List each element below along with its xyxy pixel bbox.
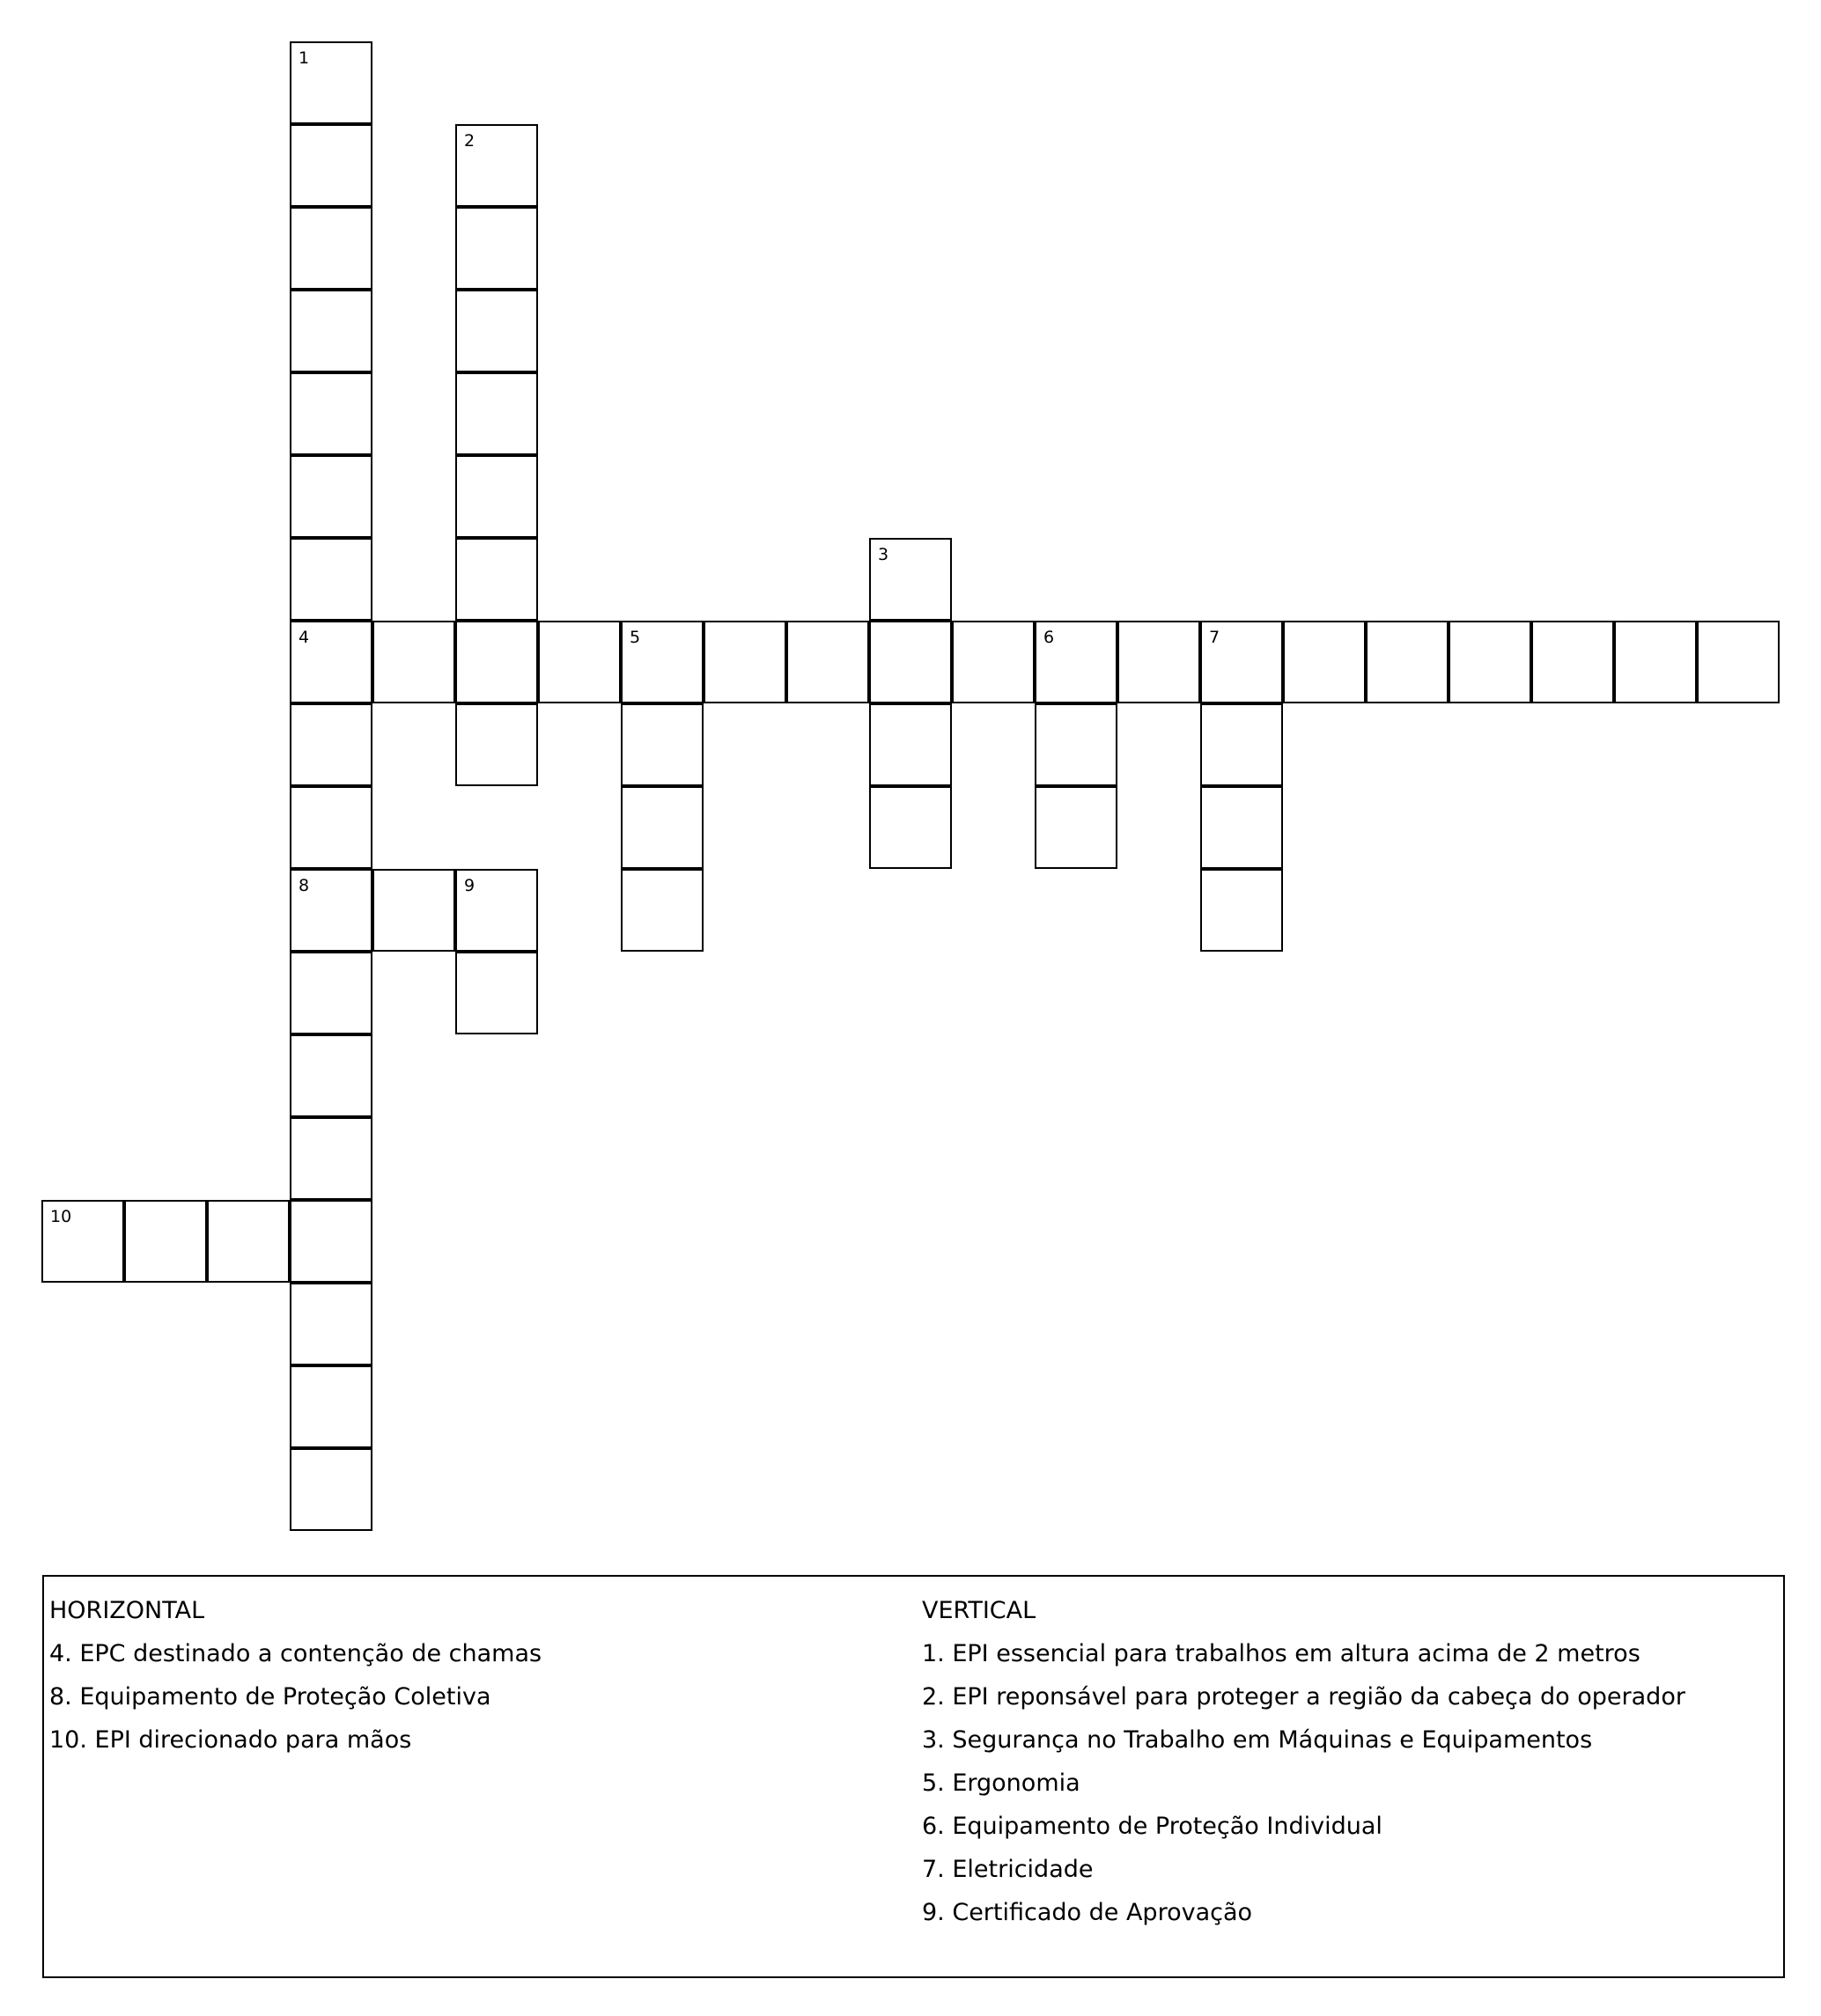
crossword-cell[interactable] [290,124,372,207]
vertical-clue: 2. EPI reponsável para proteger a região da cabeça do operador [922,1683,1685,1711]
crossword-cell[interactable] [1531,621,1614,703]
crossword-cell[interactable] [1200,786,1283,869]
clue-number: 4 [299,628,310,647]
horizontal-clue: 4. EPC destinado a contenção de chamas [49,1640,542,1667]
crossword-cell[interactable] [1614,621,1697,703]
crossword-cell[interactable] [1366,621,1449,703]
crossword-cell[interactable] [290,1283,372,1365]
crossword-cell[interactable] [455,952,538,1034]
crossword-cell[interactable] [621,786,704,869]
crossword-cell[interactable] [455,621,538,703]
crossword-cell[interactable] [1200,621,1283,703]
vertical-clue: 1. EPI essencial para trabalhos em altura acima de 2 metros [922,1640,1640,1667]
vertical-clues [922,1589,1685,1934]
crossword-cell[interactable] [1117,621,1200,703]
clue-number: 6 [1043,628,1055,647]
crossword-cell[interactable] [455,290,538,372]
crossword-cell[interactable] [786,621,869,703]
vertical-clue: 7. Eletricidade [922,1856,1094,1883]
crossword-cell[interactable] [455,124,538,207]
vertical-heading: VERTICAL [922,1597,1036,1624]
crossword-cell[interactable] [1200,703,1283,786]
crossword-cell[interactable] [621,703,704,786]
vertical-clue: 6. Equipamento de Proteção Individual [922,1813,1382,1840]
clue-box [42,1575,1785,1978]
crossword-cell[interactable] [372,869,455,952]
crossword-cell[interactable] [41,1200,124,1283]
crossword-cell[interactable] [290,1365,372,1448]
crossword-cell[interactable] [290,703,372,786]
crossword-cell[interactable] [1283,621,1366,703]
crossword-cell[interactable] [290,1200,372,1283]
crossword-cell[interactable] [869,703,952,786]
crossword-cell[interactable] [290,869,372,952]
crossword-cell[interactable] [455,703,538,786]
crossword-cell[interactable] [1035,703,1117,786]
crossword-cell[interactable] [455,538,538,621]
crossword-cell[interactable] [290,538,372,621]
crossword-cell[interactable] [290,41,372,124]
crossword-cell[interactable] [952,621,1035,703]
crossword-cell[interactable] [290,455,372,538]
horizontal-clue: 10. EPI direcionado para mãos [49,1726,412,1754]
crossword-cell[interactable] [290,952,372,1034]
vertical-clue: 9. Certificado de Aprovação [922,1899,1253,1926]
crossword-cell[interactable] [290,786,372,869]
crossword-cell[interactable] [869,621,952,703]
crossword-cell[interactable] [621,869,704,952]
crossword-cell[interactable] [1035,786,1117,869]
crossword-cell[interactable] [538,621,621,703]
clue-number: 8 [299,876,310,895]
crossword-cell[interactable] [290,372,372,455]
horizontal-heading: HORIZONTAL [49,1597,205,1624]
crossword-cell[interactable] [455,372,538,455]
crossword-cell[interactable] [290,1117,372,1200]
horizontal-clue: 8. Equipamento de Proteção Coletiva [49,1683,491,1711]
crossword-cell[interactable] [290,207,372,290]
crossword-cell[interactable] [1200,869,1283,952]
horizontal-clues [49,1589,542,1762]
crossword-cell[interactable] [455,869,538,952]
crossword-cell[interactable] [869,786,952,869]
vertical-clue: 3. Segurança no Trabalho em Máquinas e Equipamentos [922,1726,1593,1754]
crossword-cell[interactable] [290,1034,372,1117]
crossword-cell[interactable] [372,621,455,703]
clue-number: 2 [464,131,476,151]
crossword-cell[interactable] [704,621,786,703]
crossword-cell[interactable] [621,621,704,703]
crossword-cell[interactable] [869,538,952,621]
crossword-cell[interactable] [455,455,538,538]
crossword-cell[interactable] [1697,621,1780,703]
crossword-cell[interactable] [1449,621,1531,703]
crossword-cell[interactable] [124,1200,207,1283]
crossword-cell[interactable] [290,290,372,372]
clue-number: 7 [1209,628,1220,647]
crossword-cell[interactable] [290,1448,372,1531]
clue-number: 1 [299,48,310,68]
clue-number: 9 [464,876,476,895]
crossword-cell[interactable] [290,621,372,703]
clue-number: 5 [630,628,641,647]
vertical-clue: 5. Ergonomia [922,1770,1080,1797]
crossword-cell[interactable] [207,1200,290,1283]
clue-number: 3 [878,545,889,564]
crossword-cell[interactable] [1035,621,1117,703]
crossword-cell[interactable] [455,207,538,290]
clue-number: 10 [50,1207,72,1226]
